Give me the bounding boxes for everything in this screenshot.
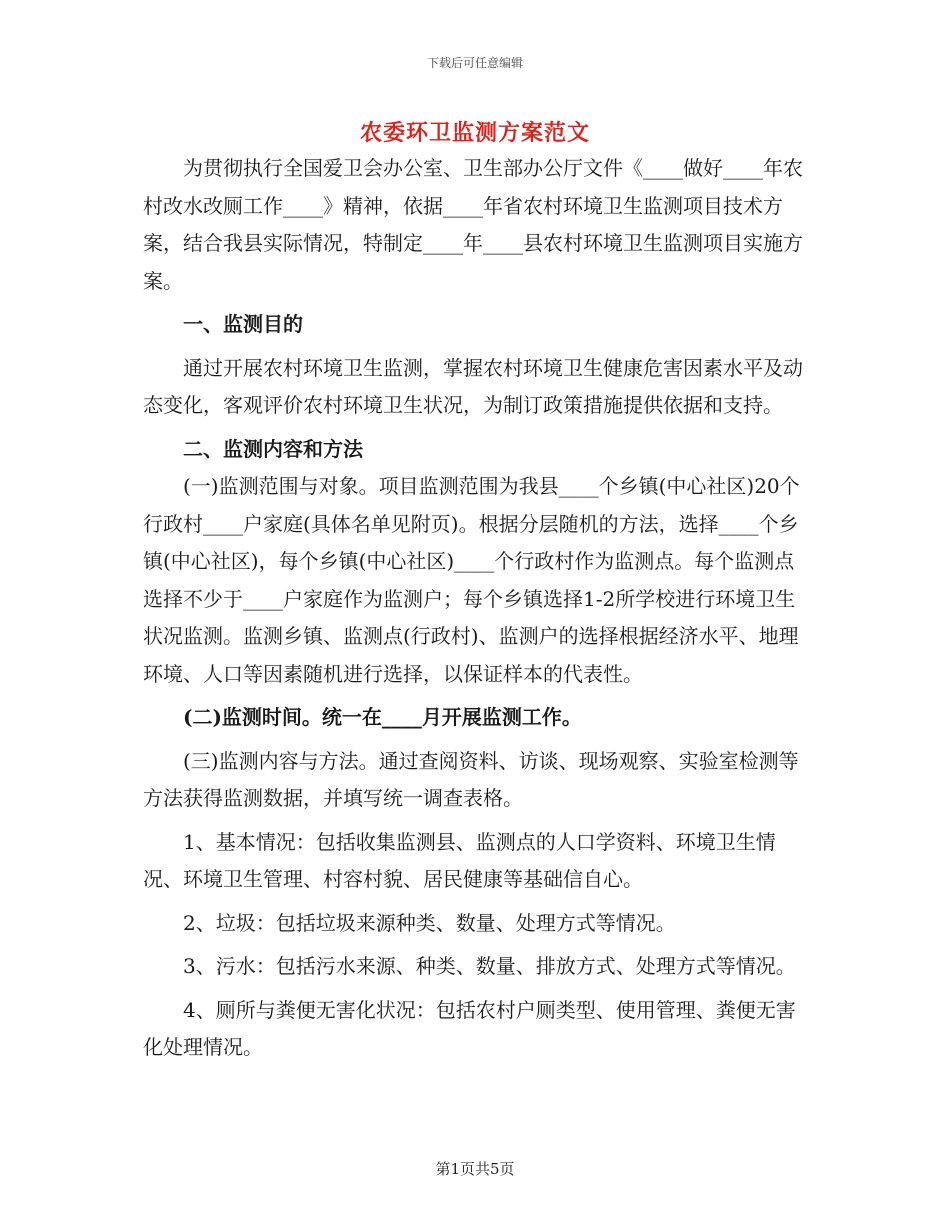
- section-heading-content-method: 二、监测内容和方法: [183, 436, 363, 461]
- page-footer: 第1页共5页: [435, 1160, 515, 1178]
- document-title: 农委环卫监测方案范文: [359, 120, 590, 146]
- method-paragraph: (三)监测内容与方法。通过查阅资料、访谈、现场观察、实验室检测等方法获得监测数据，并填写统一调查表格。: [143, 748, 799, 810]
- section-heading-purpose: 一、监测目的: [183, 312, 303, 336]
- purpose-paragraph: 通过开展农村环境卫生监测，掌握农村环境卫生健康危害因素水平及动态变化，客观评价农村环境卫生状况，为制订政策措施提供依据和支持。: [143, 355, 803, 417]
- intro-paragraph: 为贯彻执行全国爱卫会办公室、卫生部办公厅文件《____做好____年农村改水改厕工作____》精神，依据____年省农村环境卫生监测项目技术方案，结合我县实际情况，特制定____年____县农村环境卫生监测项目实施方案。: [143, 156, 803, 293]
- sewage-item: 3、污水：包括污水来源、种类、数量、排放方式、处理方式等情况。: [183, 954, 796, 978]
- time-paragraph: (二)监测时间。统一在____月开展监测工作。: [183, 705, 582, 729]
- toilet-item: 4、厕所与粪便无害化状况：包括农村户厕类型、使用管理、粪便无害化处理情况。: [143, 997, 796, 1059]
- basic-info-item: 1、基本情况：包括收集监测县、监测点的人口学资料、环境卫生情况、环境卫生管理、村容村貌、居民健康等基础信自心。: [143, 829, 776, 891]
- scope-paragraph: (一)监测范围与对象。项目监测范围为我县____个乡镇(中心社区)20个行政村____户家庭(具体名单见附页)。根据分层随机的方法，选择____个乡镇(中心社区)，每个乡镇(中心社区)____个行政村作为监测点。每个监测点选择不少于____户家庭作为监测户；每个乡镇选择1-2所学校进行环境卫生状况监测。监测乡镇、监测点(行政村)、监测户的选择根据经济水平、地理环境、人口等因素随机进行选择，以保证样本的代表性。: [143, 474, 800, 686]
- garbage-item: 2、垃圾：包括垃圾来源种类、数量、处理方式等情况。: [183, 910, 676, 935]
- document-body: [143, 150, 813, 1067]
- header-note: 下载后可任意编辑: [426, 56, 523, 70]
